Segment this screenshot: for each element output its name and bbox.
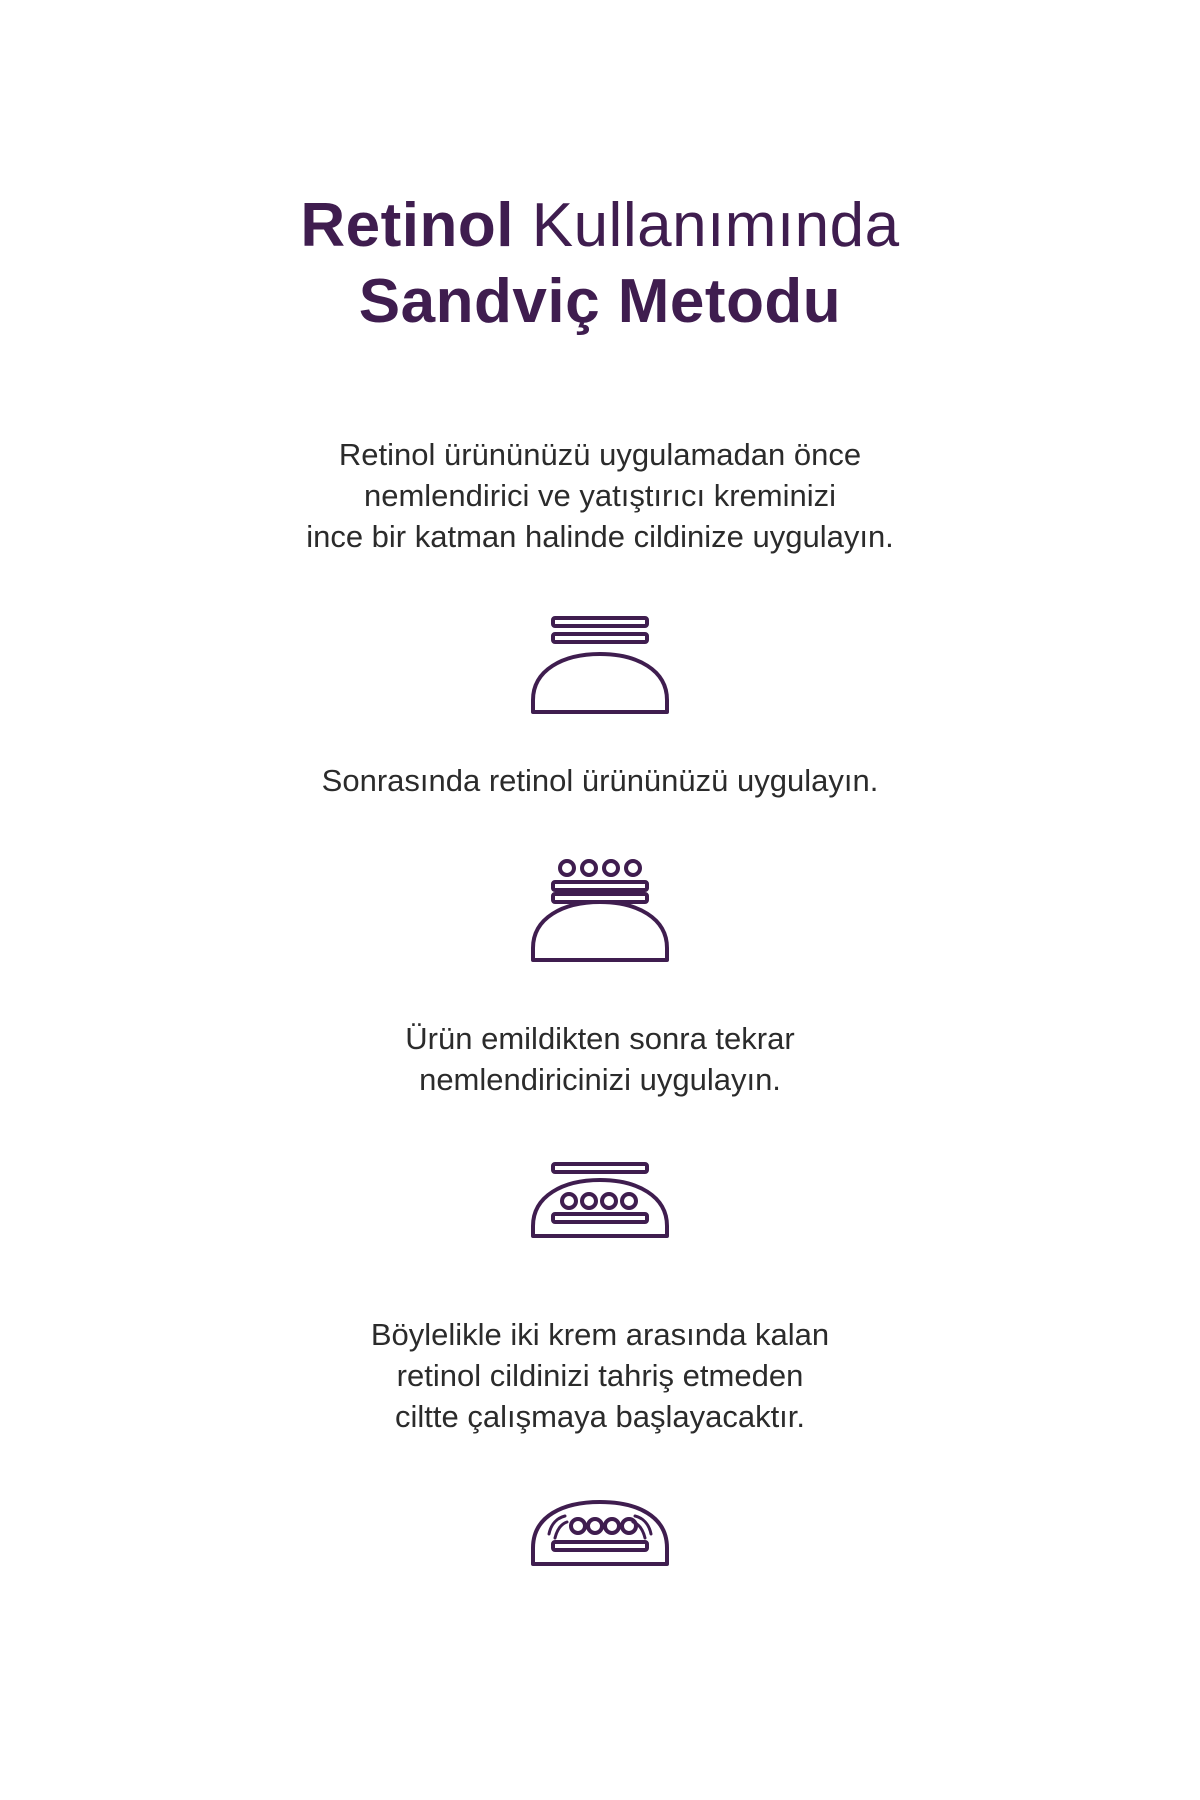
title-retinol: Retinol (300, 191, 514, 260)
step-3-line-1: Ürün emildikten sonra tekrar (405, 1021, 795, 1056)
title-line-1 (0, 188, 1200, 264)
step-4-line-2: retinol cildinizi tahriş etmeden (396, 1358, 804, 1393)
step-2-text (0, 760, 1200, 801)
title-line-2: Sandviç Metodu (358, 267, 842, 336)
sandwich-absorbed-icon (525, 1494, 675, 1570)
moisturizer-layer-icon (525, 612, 675, 722)
step-1-line-2: nemlendirici ve yatıştırıcı kreminizi (363, 478, 836, 513)
step-4-line-3: ciltte çalışmaya başlayacaktır. (394, 1399, 806, 1434)
step-1-text (0, 434, 1200, 557)
retinol-layer-icon (525, 856, 675, 968)
step-4-text (0, 1314, 1200, 1437)
title-usage: Kullanımında (531, 191, 900, 260)
step-3-line-2: nemlendiricinizi uygulayın. (419, 1062, 781, 1097)
step-4-line-1: Böylelikle iki krem arasında kalan (370, 1317, 830, 1352)
step-1-line-3: ince bir katman halinde cildinize uygulayın. (306, 519, 894, 554)
step-3-text (0, 1018, 1200, 1100)
page-title (0, 188, 1200, 340)
step-2-line-1: Sonrasında retinol ürününüzü uygulayın. (321, 763, 879, 798)
second-moisturizer-layer-icon (525, 1160, 675, 1242)
step-1-line-1: Retinol ürününüzü uygulamadan önce (338, 437, 862, 472)
